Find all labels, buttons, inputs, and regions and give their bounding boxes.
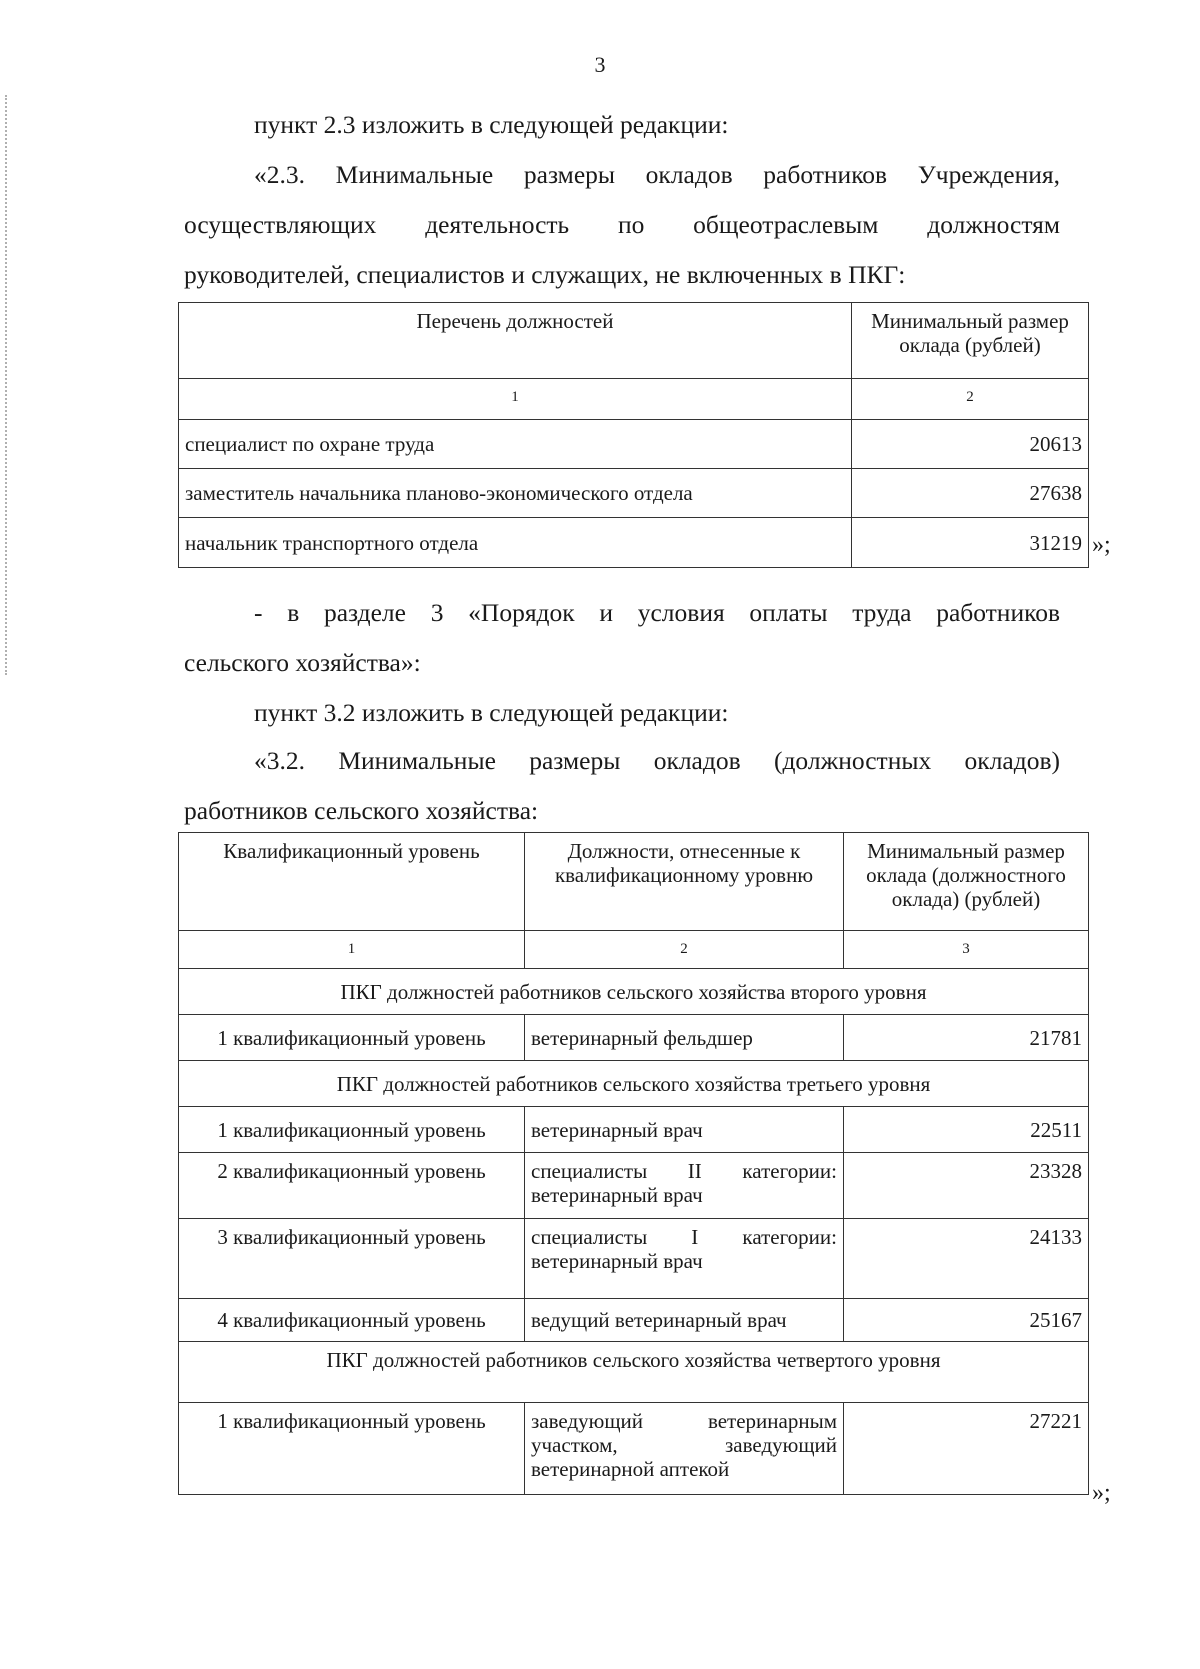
- position-cell: специалисты II категории: ветеринарный врач: [525, 1153, 844, 1219]
- paragraph-2-3-intro: пункт 2.3 изложить в следующей редакции:: [254, 110, 729, 139]
- salary-cell: 23328: [844, 1153, 1089, 1219]
- table-row: [179, 420, 1089, 469]
- group-header-row: [179, 1342, 1089, 1403]
- paragraph-3-2-text: [184, 736, 1060, 836]
- salary-cell: 27638: [852, 469, 1089, 518]
- paragraph-3-2-intro: пункт 3.2 изложить в следующей редакции:: [254, 698, 729, 727]
- table-general-positions: [178, 302, 1089, 568]
- position-cell: специалист по охране труда: [179, 420, 852, 469]
- paragraph-section-3: [184, 588, 1060, 688]
- table-row: [179, 1219, 1089, 1299]
- group-header-row: [179, 969, 1089, 1015]
- level-cell: 1 квалификационный уровень: [179, 1403, 525, 1495]
- table-row: [179, 1299, 1089, 1342]
- quote-closing: »;: [1092, 1480, 1111, 1506]
- position-cell: ведущий ветеринарный врач: [525, 1299, 844, 1342]
- position-cell: заместитель начальника планово-экономического отдела: [179, 469, 852, 518]
- page-number: 3: [594, 52, 606, 77]
- level-cell: 2 квалификационный уровень: [179, 1153, 525, 1219]
- table-row: [179, 1153, 1089, 1219]
- salary-cell: 22511: [844, 1107, 1089, 1153]
- position-cell: заведующий ветеринарным участком, заведующий ветеринарной аптекой: [525, 1403, 844, 1495]
- level-cell: 4 квалификационный уровень: [179, 1299, 525, 1342]
- salary-cell: 27221: [844, 1403, 1089, 1495]
- salary-cell: 21781: [844, 1015, 1089, 1061]
- paragraph-line: осуществляющих деятельность по общеотраслевым должностям: [184, 210, 1060, 239]
- paragraph-line: «3.2. Минимальные размеры окладов (должностных окладов): [254, 746, 1060, 775]
- column-number: 2: [525, 931, 844, 969]
- column-number-row: [179, 379, 1089, 420]
- salary-cell: 31219: [852, 518, 1089, 568]
- level-cell: 3 квалификационный уровень: [179, 1219, 525, 1299]
- position-cell: ветеринарный врач: [525, 1107, 844, 1153]
- header-min-salary: Минимальный размер оклада (рублей): [852, 303, 1089, 379]
- paragraph-line: «2.3. Минимальные размеры окладов работников Учреждения,: [254, 160, 1060, 189]
- header-min-salary: Минимальный размер оклада (должностного оклада) (рублей): [844, 833, 1089, 931]
- column-number: 1: [179, 931, 525, 969]
- column-number: 3: [844, 931, 1089, 969]
- paragraph-line: работников сельского хозяйства:: [184, 796, 539, 825]
- position-cell: специалисты I категории: ветеринарный врач: [525, 1219, 844, 1299]
- column-number-row: [179, 931, 1089, 969]
- group-title: ПКГ должностей работников сельского хозяйства второго уровня: [179, 969, 1089, 1015]
- quote-closing: »;: [1092, 532, 1111, 558]
- level-cell: 1 квалификационный уровень: [179, 1015, 525, 1061]
- table-header-row: [179, 303, 1089, 379]
- table-agriculture-positions: [178, 832, 1089, 1495]
- paragraph-line: сельского хозяйства»:: [184, 648, 421, 677]
- table-row: [179, 1015, 1089, 1061]
- paragraph-line: руководителей, специалистов и служащих, не включенных в ПКГ:: [184, 260, 906, 289]
- table-row: [179, 518, 1089, 568]
- column-number: 1: [179, 379, 852, 420]
- paragraph-2-3-text: [184, 150, 1060, 300]
- position-cell: начальник транспортного отдела: [179, 518, 852, 568]
- header-qualification-level: Квалификационный уровень: [179, 833, 525, 931]
- column-number: 2: [852, 379, 1089, 420]
- salary-cell: 24133: [844, 1219, 1089, 1299]
- table-row: [179, 1107, 1089, 1153]
- table-header-row: [179, 833, 1089, 931]
- salary-cell: 25167: [844, 1299, 1089, 1342]
- group-header-row: [179, 1061, 1089, 1107]
- table-row: [179, 469, 1089, 518]
- group-title: ПКГ должностей работников сельского хозяйства третьего уровня: [179, 1061, 1089, 1107]
- group-title: ПКГ должностей работников сельского хозяйства четвертого уровня: [179, 1342, 1089, 1403]
- scan-edge-mark: [0, 95, 7, 675]
- paragraph-line: - в разделе 3 «Порядок и условия оплаты труда работников: [254, 598, 1060, 627]
- position-cell: ветеринарный фельдшер: [525, 1015, 844, 1061]
- salary-cell: 20613: [852, 420, 1089, 469]
- level-cell: 1 квалификационный уровень: [179, 1107, 525, 1153]
- header-positions: Перечень должностей: [179, 303, 852, 379]
- table-row: [179, 1403, 1089, 1495]
- header-positions: Должности, отнесенные к квалификационному уровню: [525, 833, 844, 931]
